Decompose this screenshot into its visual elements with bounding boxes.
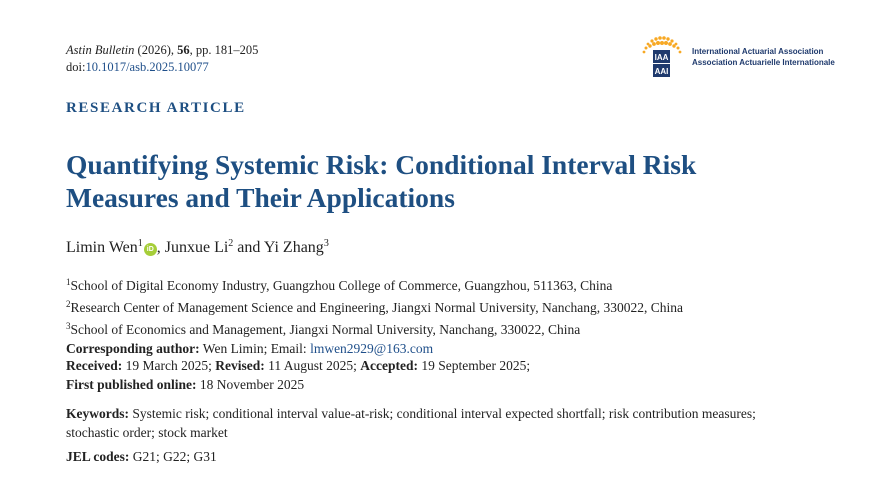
iaa-logo[interactable] [640,34,835,80]
email-link[interactable]: lmwen2929@163.com [310,341,434,356]
author-affil-sup: 2 [228,238,234,249]
history-line [66,356,530,375]
article-title [66,148,826,214]
published-label: First published online: [66,377,197,392]
corresponding-label: Corresponding author: [66,341,200,356]
logo-mark-top: IAA [654,53,669,62]
doi-line [66,59,258,76]
jel-label: JEL codes: [66,449,130,464]
jel-codes [66,449,217,465]
author-affil-sup: 3 [323,238,329,249]
author-name[interactable]: Limin Wen [66,239,138,256]
logo-line-fr: Association Actuarielle Internationale [692,58,835,67]
journal-pages: , pp. 181–205 [189,43,259,57]
title-line-1: Quantifying Systemic Risk: Conditional Interval Risk [66,149,697,180]
jel-text: G21; G22; G31 [129,449,217,464]
published-date: 18 November 2025 [196,377,305,392]
journal-citation [66,42,258,76]
doi-label: doi: [66,60,86,74]
article-dates [66,356,530,394]
received-date: 19 March 2025; [122,358,216,373]
doi-link[interactable]: 10.1017/asb.2025.10077 [85,60,209,74]
revised-label: Revised: [215,358,265,373]
journal-name: Astin Bulletin [66,43,135,57]
affiliation-text: School of Economics and Management, Jiangxi Normal University, Nanchang, 330022, China [70,322,581,337]
logo-line-en: International Actuarial Association [692,47,824,56]
title-line-2: Measures and Their Applications [66,182,455,213]
iaa-globe-icon [640,34,686,80]
affiliation-text: Research Center of Management Science and Engineering, Jiangxi Normal University, Nanchang, 330022, China [70,300,683,315]
orcid-icon[interactable]: iD [144,243,157,256]
journal-line [66,42,258,59]
article-type: RESEARCH ARTICLE [66,100,246,116]
logo-mark-bottom: AAI [654,67,669,76]
keywords-text: Systemic risk; conditional interval value-at-risk; conditional interval expected shortfall; risk contribution measures; [129,406,756,421]
affiliation-item [66,273,683,295]
accepted-label: Accepted: [360,358,418,373]
keywords-line-1 [66,404,826,423]
affiliation-sup: 2 [66,299,71,309]
received-label: Received: [66,358,123,373]
author-name[interactable]: Junxue Li [164,239,229,256]
revised-date: 11 August 2025; [264,358,361,373]
affiliation-item [66,295,683,317]
published-line [66,375,530,394]
journal-year: (2026), [134,43,178,57]
author-name[interactable]: Yi Zhang [263,239,324,256]
author-separator: and [233,239,264,256]
author-list [66,238,329,257]
affiliation-sup: 3 [66,321,71,331]
accepted-date: 19 September 2025; [417,358,531,373]
author-separator: , [156,239,165,256]
keywords [66,404,826,442]
keywords-label: Keywords: [66,406,129,421]
affiliations [66,273,683,358]
affiliation-sup: 1 [66,277,71,287]
journal-volume: 56 [177,43,190,57]
affiliation-text: School of Digital Economy Industry, Guangzhou College of Commerce, Guangzhou, 511363, China [70,278,613,293]
affiliation-item [66,317,683,339]
logo-text [692,46,835,68]
keywords-line-2: stochastic order; stock market [66,425,228,440]
author-affil-sup: 1 [137,238,143,249]
corresponding-text: Wen Limin; Email: [199,341,311,356]
